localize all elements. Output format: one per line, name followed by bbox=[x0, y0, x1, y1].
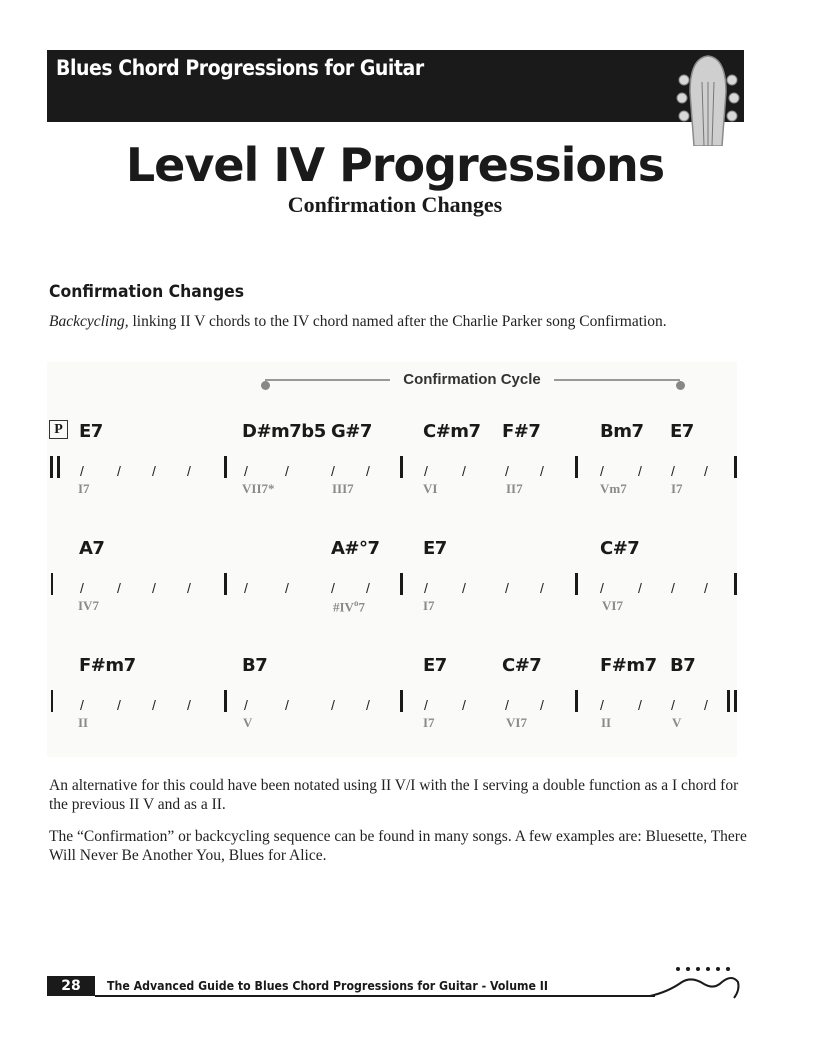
beat-slash: / bbox=[366, 580, 370, 596]
chord-symbol: A#°7 bbox=[331, 538, 380, 559]
beat-slash: / bbox=[540, 697, 544, 713]
beat-slash: / bbox=[462, 463, 466, 479]
chord-symbol: G#7 bbox=[331, 421, 372, 442]
roman-numeral-suffix: 7 bbox=[358, 599, 365, 615]
beat-slash: / bbox=[424, 463, 428, 479]
beat-slash: / bbox=[244, 580, 248, 596]
beat-slash: / bbox=[505, 463, 509, 479]
beat-slash: / bbox=[505, 580, 509, 596]
beat-slash: / bbox=[540, 463, 544, 479]
roman-numeral: II7 bbox=[506, 481, 523, 496]
chord-symbol: F#m7 bbox=[79, 655, 136, 676]
diminished-symbol: o bbox=[353, 598, 359, 608]
beat-slash: / bbox=[366, 697, 370, 713]
beat-slash: / bbox=[331, 463, 335, 479]
barline bbox=[575, 456, 578, 478]
beat-slash: / bbox=[704, 463, 708, 479]
beat-slash: / bbox=[152, 463, 156, 479]
beat-slash: / bbox=[505, 697, 509, 713]
barline bbox=[224, 456, 227, 478]
roman-numeral: I7 bbox=[423, 715, 435, 730]
beat-slash: / bbox=[600, 697, 604, 713]
barline bbox=[575, 573, 578, 595]
roman-numeral: VI bbox=[423, 481, 438, 496]
intro-italic: Backcycling, bbox=[49, 313, 129, 330]
roman-numeral: II bbox=[78, 715, 89, 730]
beat-slash: / bbox=[117, 463, 121, 479]
header-title: Blues Chord Progressions for Guitar bbox=[56, 56, 424, 80]
roman-numeral: IV7 bbox=[78, 598, 99, 613]
beat-slash: / bbox=[671, 580, 675, 596]
chord-symbol: B7 bbox=[242, 655, 268, 676]
beat-slash: / bbox=[704, 580, 708, 596]
chord-symbol: C#7 bbox=[600, 538, 640, 559]
barline bbox=[734, 573, 737, 595]
barline bbox=[400, 690, 403, 712]
chord-symbol: E7 bbox=[670, 421, 694, 442]
roman-numeral: III7 bbox=[332, 481, 354, 496]
guitar-neck-icon bbox=[648, 964, 744, 1004]
chord-symbol: F#7 bbox=[502, 421, 541, 442]
beat-slash: / bbox=[638, 697, 642, 713]
cycle-end-dot bbox=[676, 381, 685, 390]
beat-slash: / bbox=[152, 580, 156, 596]
roman-numeral: VII7* bbox=[242, 481, 275, 496]
beat-slash: / bbox=[671, 463, 675, 479]
progression-marker: P bbox=[49, 420, 68, 439]
roman-numeral: II bbox=[601, 715, 612, 730]
section-heading: Confirmation Changes bbox=[49, 282, 245, 302]
roman-numeral: V bbox=[672, 715, 682, 730]
roman-numeral-diminished bbox=[333, 598, 365, 615]
beat-slash: / bbox=[80, 697, 84, 713]
beat-slash: / bbox=[331, 697, 335, 713]
examples-paragraph: The “Confirmation” or backcycling sequence can be found in many songs. A few examples are: Bluesette, There Will Never Be Another You, Blues for Alice. bbox=[49, 828, 747, 864]
cycle-line-left bbox=[265, 379, 390, 381]
barline bbox=[57, 456, 60, 478]
cycle-start-dot bbox=[261, 381, 270, 390]
barline bbox=[224, 690, 227, 712]
roman-numeral: I7 bbox=[78, 481, 90, 496]
chord-symbol: E7 bbox=[423, 538, 447, 559]
roman-numeral: VI7 bbox=[602, 598, 623, 613]
intro-rest: linking II V chords to the IV chord named after the Charlie Parker song Confirmation. bbox=[128, 313, 667, 330]
beat-slash: / bbox=[424, 697, 428, 713]
beat-slash: / bbox=[244, 697, 248, 713]
barline bbox=[400, 456, 403, 478]
barline bbox=[51, 690, 53, 712]
barline bbox=[400, 573, 403, 595]
beat-slash: / bbox=[285, 463, 289, 479]
chord-symbol: Bm7 bbox=[600, 421, 644, 442]
beat-slash: / bbox=[671, 697, 675, 713]
beat-slash: / bbox=[638, 463, 642, 479]
roman-numeral: V bbox=[243, 715, 253, 730]
footer-rule bbox=[95, 995, 655, 997]
chord-symbol: B7 bbox=[670, 655, 696, 676]
page-number: 28 bbox=[47, 976, 95, 996]
chord-symbol: A7 bbox=[79, 538, 105, 559]
cycle-label: Confirmation Cycle bbox=[390, 371, 554, 388]
beat-slash: / bbox=[704, 697, 708, 713]
footer-book-title: The Advanced Guide to Blues Chord Progressions for Guitar - Volume II bbox=[107, 978, 548, 993]
page-title: Level IV Progressions bbox=[125, 138, 665, 192]
beat-slash: / bbox=[152, 697, 156, 713]
beat-slash: / bbox=[285, 580, 289, 596]
barline bbox=[575, 690, 578, 712]
barline bbox=[734, 690, 737, 712]
chord-symbol: F#m7 bbox=[600, 655, 657, 676]
beat-slash: / bbox=[187, 463, 191, 479]
beat-slash: / bbox=[331, 580, 335, 596]
roman-numeral: VI7 bbox=[506, 715, 527, 730]
cycle-line-right bbox=[554, 379, 680, 381]
barline bbox=[224, 573, 227, 595]
barline bbox=[51, 573, 53, 595]
beat-slash: / bbox=[424, 580, 428, 596]
chord-symbol: C#7 bbox=[502, 655, 542, 676]
page-subtitle: Confirmation Changes bbox=[287, 192, 503, 217]
beat-slash: / bbox=[540, 580, 544, 596]
roman-numeral: I7 bbox=[671, 481, 683, 496]
beat-slash: / bbox=[638, 580, 642, 596]
roman-numeral: I7 bbox=[423, 598, 435, 613]
intro-paragraph bbox=[49, 312, 729, 331]
beat-slash: / bbox=[117, 580, 121, 596]
beat-slash: / bbox=[462, 580, 466, 596]
guitar-headstock-icon bbox=[668, 52, 748, 146]
chord-symbol: D#m7b5 bbox=[242, 421, 326, 442]
beat-slash: / bbox=[80, 580, 84, 596]
barline bbox=[734, 456, 737, 478]
beat-slash: / bbox=[187, 580, 191, 596]
roman-numeral-base: #IV bbox=[333, 599, 354, 615]
chord-symbol: E7 bbox=[79, 421, 103, 442]
beat-slash: / bbox=[366, 463, 370, 479]
beat-slash: / bbox=[600, 580, 604, 596]
beat-slash: / bbox=[80, 463, 84, 479]
barline bbox=[50, 456, 53, 478]
barline bbox=[727, 690, 730, 712]
beat-slash: / bbox=[187, 697, 191, 713]
chord-symbol: C#m7 bbox=[423, 421, 481, 442]
beat-slash: / bbox=[600, 463, 604, 479]
beat-slash: / bbox=[117, 697, 121, 713]
beat-slash: / bbox=[462, 697, 466, 713]
alternative-paragraph: An alternative for this could have been notated using II V/I with the I serving a double function as a I chord for the previous II V and as a II. bbox=[49, 777, 739, 813]
beat-slash: / bbox=[244, 463, 248, 479]
roman-numeral: Vm7 bbox=[600, 481, 627, 496]
beat-slash: / bbox=[285, 697, 289, 713]
chord-symbol: E7 bbox=[423, 655, 447, 676]
